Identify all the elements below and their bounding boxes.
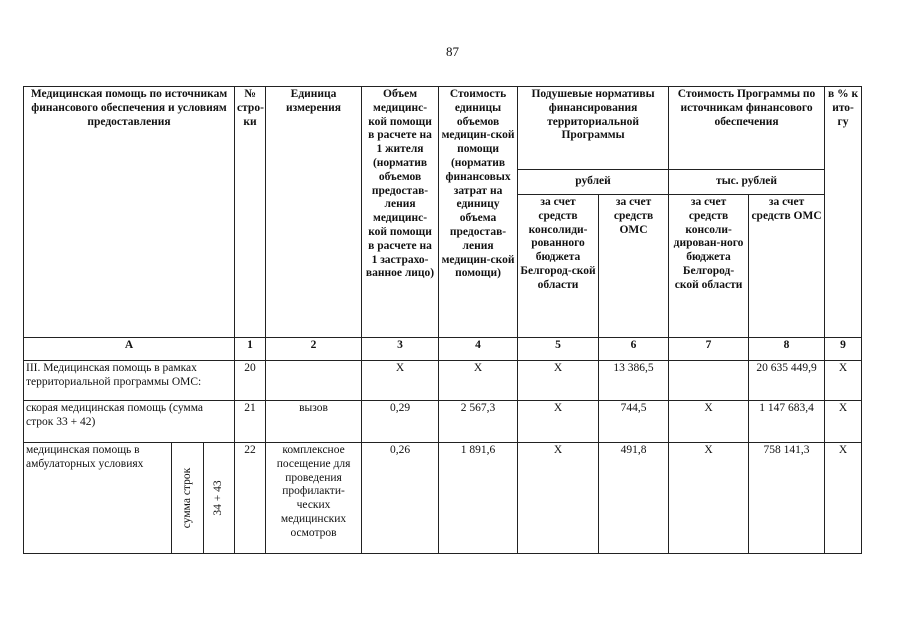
header-col-a: Медицинская помощь по источникам финансового обеспечения и условиям предоставления <box>24 87 235 338</box>
header-col-7: за счет средств консоли-дирован-ного бюджета Белгород-ской области <box>669 195 749 338</box>
header-program-cost-group: Стоимость Программы по источникам финансового обеспечения <box>669 87 825 170</box>
row-oms-per-capita: 744,5 <box>599 401 669 443</box>
row-unit-cost: 1 891,6 <box>439 443 518 554</box>
header-col-5: за счет средств консолиди-рованного бюджета Белгород-ской области <box>518 195 599 338</box>
row-line-number: 22 <box>235 443 266 554</box>
row-budget-per-capita: Х <box>518 361 599 401</box>
row-oms-total: 20 635 449,9 <box>749 361 825 401</box>
column-index-1: 1 <box>235 338 266 361</box>
row-budget-total: Х <box>669 443 749 554</box>
row-budget-per-capita: Х <box>518 401 599 443</box>
row-line-number: 21 <box>235 401 266 443</box>
row-budget-per-capita: Х <box>518 443 599 554</box>
row-percent: Х <box>825 401 862 443</box>
row-percent: Х <box>825 361 862 401</box>
row-name: III. Медицинская помощь в рамках территориальной программы ОМС: <box>24 361 235 401</box>
header-row-1 <box>24 87 862 170</box>
column-index-4: 4 <box>439 338 518 361</box>
column-index-8: 8 <box>749 338 825 361</box>
header-col-9: в % к ито-гу <box>825 87 862 338</box>
row-line-number: 20 <box>235 361 266 401</box>
row-volume: Х <box>362 361 439 401</box>
column-index-row <box>24 338 862 361</box>
column-index-a: А <box>24 338 235 361</box>
header-col-8: за счет средств ОМС <box>749 195 825 338</box>
header-col-3: Объем медицинс-кой помощи в расчете на 1 жителя (норматив объемов предостав-ления медицинс-кой помощи в расчете на 1 застрахо-ванное лицо) <box>362 87 439 338</box>
row-oms-per-capita: 13 386,5 <box>599 361 669 401</box>
header-unit-rubles: рублей <box>518 170 669 195</box>
row-unit: вызов <box>266 401 362 443</box>
row-volume: 0,29 <box>362 401 439 443</box>
row-unit-cost: Х <box>439 361 518 401</box>
header-unit-thousand-rubles: тыс. рублей <box>669 170 825 195</box>
financing-table <box>23 86 862 554</box>
row-name: скорая медицинская помощь (сумма строк 33 + 42) <box>24 401 235 443</box>
row-budget-total: Х <box>669 401 749 443</box>
row-oms-per-capita: 491,8 <box>599 443 669 554</box>
table-row <box>24 361 862 401</box>
page-number: 87 <box>446 44 459 59</box>
column-index-9: 9 <box>825 338 862 361</box>
row-percent: Х <box>825 443 862 554</box>
column-index-3: 3 <box>362 338 439 361</box>
row-sum-value: 34 + 43 <box>204 443 235 554</box>
row-unit <box>266 361 362 401</box>
row-name: медицинская помощь в амбулаторных условиях <box>24 443 172 554</box>
column-index-6: 6 <box>599 338 669 361</box>
table-row <box>24 443 862 554</box>
column-index-2: 2 <box>266 338 362 361</box>
table-row <box>24 401 862 443</box>
header-per-capita-group: Подушевые нормативы финансирования территориальной Программы <box>518 87 669 170</box>
column-index-7: 7 <box>669 338 749 361</box>
row-volume: 0,26 <box>362 443 439 554</box>
row-unit-cost: 2 567,3 <box>439 401 518 443</box>
header-col-6: за счет средств ОМС <box>599 195 669 338</box>
column-index-5: 5 <box>518 338 599 361</box>
header-col-4: Стоимость единицы объемов медицин-ской помощи (норматив финансовых затрат на единицу объема предостав-ления медицин-ской помощи) <box>439 87 518 338</box>
row-budget-total <box>669 361 749 401</box>
row-oms-total: 1 147 683,4 <box>749 401 825 443</box>
row-unit: комплексное посещение для проведения профилакти-ческих медицинских осмотров <box>266 443 362 554</box>
header-col-1: № стро-ки <box>235 87 266 338</box>
header-col-2: Единица измерения <box>266 87 362 338</box>
row-oms-total: 758 141,3 <box>749 443 825 554</box>
row-sum-label: сумма строк <box>172 443 204 554</box>
